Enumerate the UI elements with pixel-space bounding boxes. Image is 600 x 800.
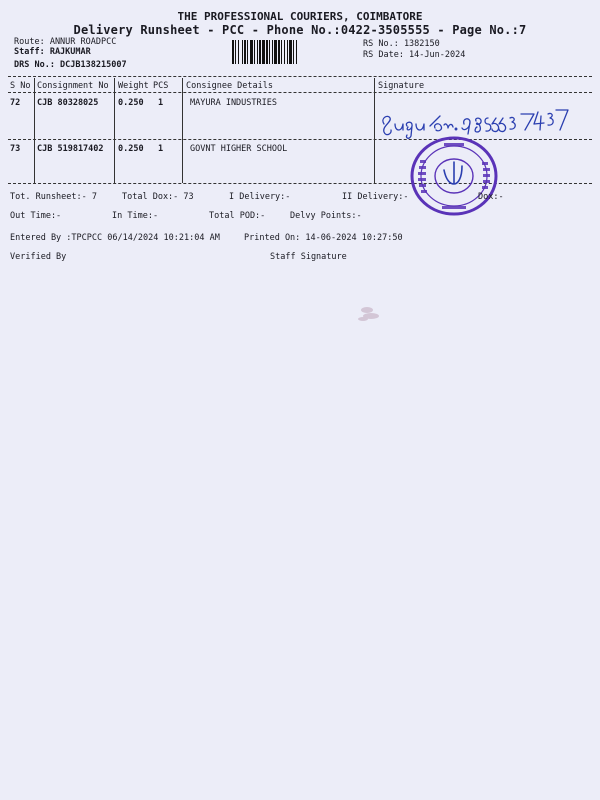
verified-by: Verified By bbox=[10, 252, 67, 262]
total-pod: Total POD:- bbox=[209, 211, 266, 221]
drs-number: DRS No.: DCJB138215007 bbox=[14, 60, 127, 70]
col-header-consignee: Consignee Details bbox=[186, 81, 273, 91]
barcode bbox=[232, 40, 352, 64]
barcode-bar bbox=[297, 40, 299, 64]
nondox: Dox:- bbox=[478, 192, 504, 202]
rs-number: RS No.: 1382150 bbox=[363, 39, 440, 49]
tot-runsheet: Tot. Runsheet:- 7 bbox=[10, 192, 97, 202]
runsheet-subtitle: Delivery Runsheet - PCC - Phone No.:0422-3505555 - Page No.:7 bbox=[73, 23, 527, 37]
out-time: Out Time:- bbox=[10, 211, 62, 221]
entered-by: Entered By :TPCPCC 06/14/2024 10:21:04 AM bbox=[10, 233, 220, 243]
delvy-points: Delvy Points:- bbox=[290, 211, 362, 221]
table-bottom-rule bbox=[8, 183, 592, 184]
col-rule bbox=[114, 78, 115, 183]
office-stamp bbox=[408, 134, 500, 218]
company-title: THE PROFESSIONAL COURIERS, COIMBATORE bbox=[177, 10, 423, 23]
row-pcs: 1 bbox=[158, 144, 164, 154]
col-header-consignment: Consignment No bbox=[37, 81, 109, 91]
col-rule bbox=[182, 78, 183, 183]
col-header-sno: S No bbox=[10, 81, 31, 91]
printed-on: Printed On: 14-06-2024 10:27:50 bbox=[244, 233, 403, 243]
table-top-rule bbox=[8, 76, 592, 77]
ii-delivery: II Delivery:- bbox=[342, 192, 409, 202]
in-time: In Time:- bbox=[112, 211, 159, 221]
route-label: Route: ANNUR ROADPCC bbox=[14, 37, 117, 47]
col-rule bbox=[34, 78, 35, 183]
ink-smudge bbox=[353, 302, 383, 324]
staff-signature-label: Staff Signature bbox=[270, 252, 347, 262]
table-header-rule bbox=[8, 92, 592, 93]
row-consignment: CJB 80328025 bbox=[37, 98, 99, 108]
row-consignment: CJB 519817402 bbox=[37, 144, 104, 154]
rs-date: RS Date: 14-Jun-2024 bbox=[363, 50, 466, 60]
staff-label: Staff: RAJKUMAR bbox=[14, 47, 91, 57]
row-consignee: GOVNT HIGHER SCHOOL bbox=[190, 144, 288, 154]
col-header-weight: Weight bbox=[118, 81, 149, 91]
col-header-pcs: PCS bbox=[153, 81, 169, 91]
col-rule bbox=[374, 78, 375, 183]
row-sno: 73 bbox=[10, 144, 21, 154]
row-weight: 0.250 bbox=[118, 144, 144, 154]
row-consignee: MAYURA INDUSTRIES bbox=[190, 98, 277, 108]
i-delivery: I Delivery:- bbox=[229, 192, 291, 202]
total-dox: Total Dox:- 73 bbox=[122, 192, 194, 202]
row-pcs: 1 bbox=[158, 98, 164, 108]
row-weight: 0.250 bbox=[118, 98, 144, 108]
col-header-signature: Signature bbox=[378, 81, 425, 91]
row-sno: 72 bbox=[10, 98, 21, 108]
